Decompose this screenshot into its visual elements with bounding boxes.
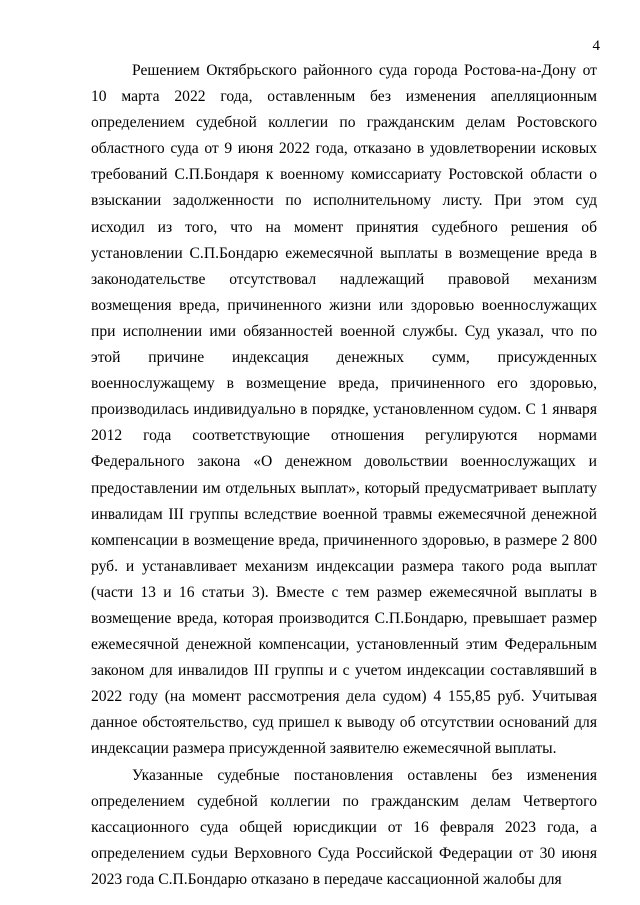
page-number: 4 bbox=[592, 38, 600, 54]
document-body bbox=[91, 58, 597, 893]
paragraph: Решением Октябрьского районного суда города Ростова-на-Дону от 10 марта 2022 года, оставленным без изменения апелляционным определением судебной коллегии по гражданским делам Ростовского областного суда от 9 июня 2022 года, отказано в удовлетворении исковых требований С.П.Бондаря к военному комиссариату Ростовской области о взыскании задолженности по исполнительному листу. При этом суд исходил из того, что на момент принятия судебного решения об установлении С.П.Бондарю ежемесячной выплаты в возмещение вреда в законодательстве отсутствовал надлежащий правовой механизм возмещения вреда, причиненного жизни или здоровью военнослужащих при исполнении ими обязанностей военной службы. Суд указал, что по этой причине индексация денежных сумм, присужденных военнослужащему в возмещение вреда, причиненного его здоровью, производилась индивидуально в порядке, установленном судом. С 1 января 2012 года соответствующие отношения регулируются нормами Федерального закона «О денежном довольствии военнослужащих и предоставлении им отдельных выплат», который предусматривает выплату инвалидам III группы вследствие военной травмы ежемесячной денежной компенсации в возмещение вреда, причиненного здоровью, в размере 2 800 руб. и устанавливает механизм индексации размера такого рода выплат (части 13 и 16 статьи 3). Вместе с тем размер ежемесячной выплаты в возмещение вреда, которая производится С.П.Бондарю, превышает размер ежемесячной денежной компенсации, установленный этим Федеральным законом для инвалидов III группы и с учетом индексации составлявший в 2022 году (на момент рассмотрения дела судом) 4 155,85 руб. Учитывая данное обстоятельство, суд пришел к выводу об отсутствии оснований для индексации размера присужденной заявителю ежемесячной выплаты. bbox=[91, 62, 597, 758]
paragraph: Указанные судебные постановления оставлены без изменения определением судебной коллегии по гражданским делам Четвертого кассационного суда общей юрисдикции от 16 февраля 2023 года, а определением судьи Верховного Суда Российской Федерации от 30 июня 2023 года С.П.Бондарю отказано в передаче кассационной жалобы для bbox=[91, 766, 597, 888]
